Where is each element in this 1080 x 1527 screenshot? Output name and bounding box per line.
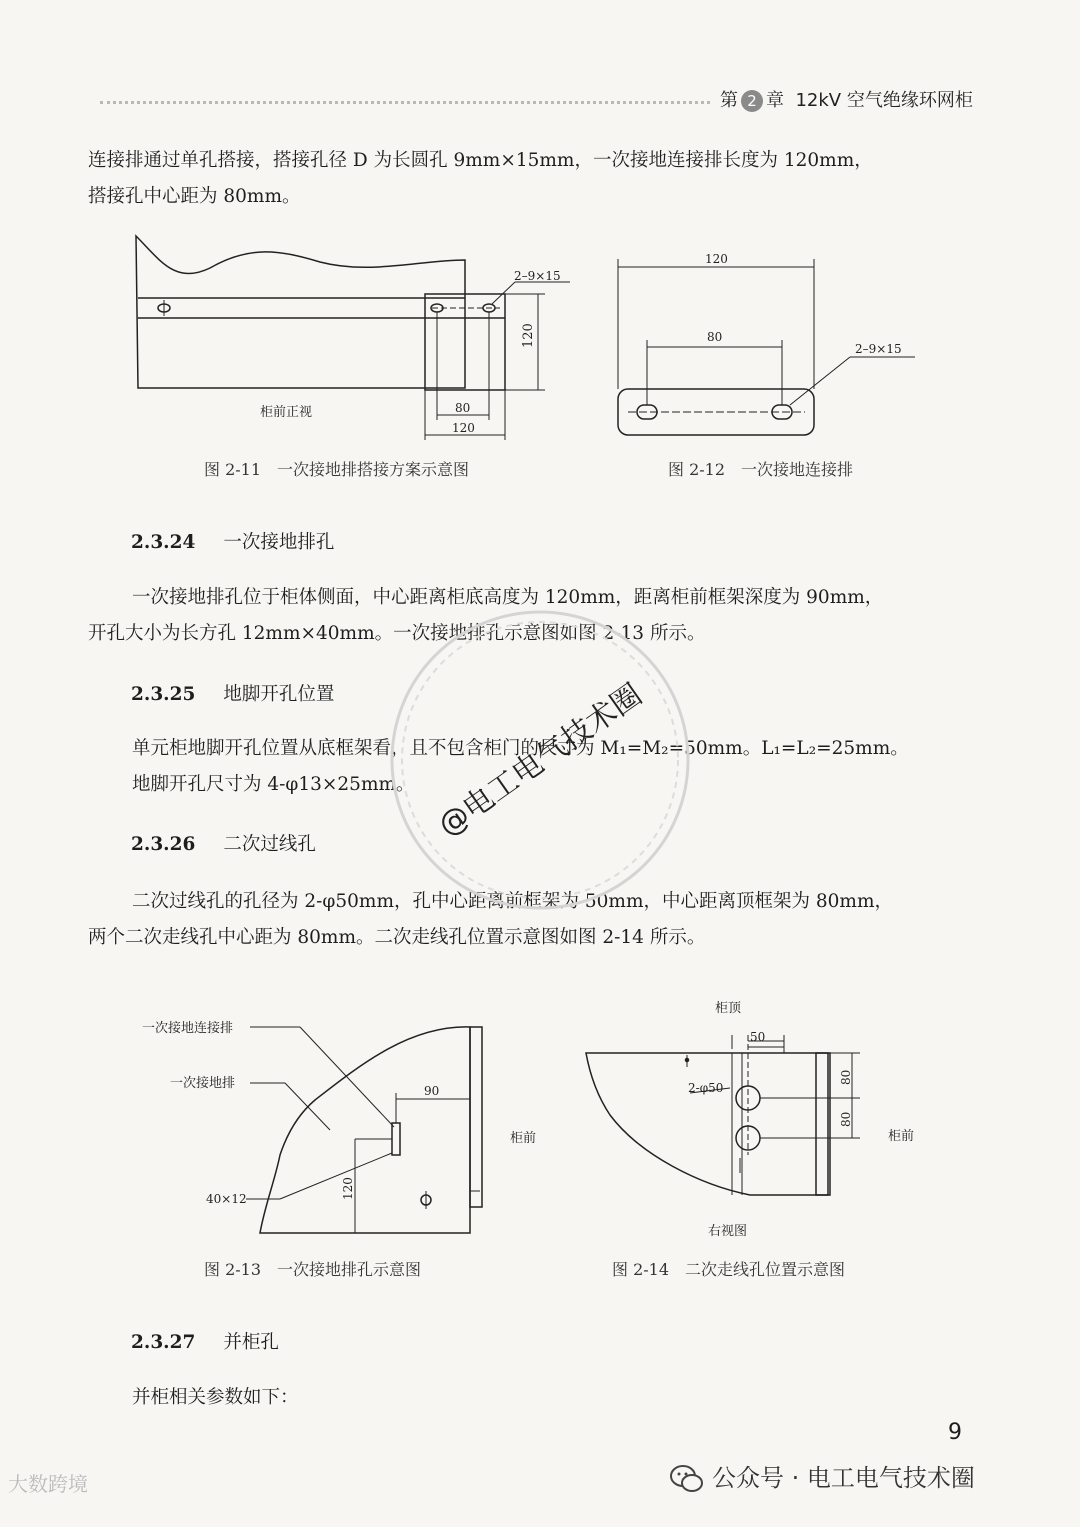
chapter-number: 2 [741,90,763,112]
view-label: 右视图 [708,1224,748,1239]
label-slot-size: 40×12 [206,1192,247,1206]
paragraph-line: 两个二次走线孔中心距为 80mm。二次走线孔位置示意图如图 2-14 所示。 [88,927,706,948]
paragraph-line: 二次过线孔的孔径为 2-φ50mm，孔中心距离前框架为 50mm，中心距离顶框架为 80mm， [132,891,893,912]
label-grounding-bar: 一次接地排 [170,1076,236,1091]
figure-caption: 图 2-14 二次走线孔位置示意图 [612,1260,846,1279]
paragraph-line: 一次接地排孔位于柜体侧面，中心距离柜底高度为 120mm，距离柜前框架深度为 90mm， [132,587,884,608]
figure-2-11 [120,230,590,445]
figure-2-13 [130,1005,570,1245]
dim-label-90: 90 [424,1084,440,1098]
chapter-suffix: 章 [766,90,784,111]
wechat-account: 公众号 · 电工电气技术圈 [712,1464,975,1492]
dim-label-80-bottom: 80 [839,1111,853,1127]
section-heading [131,680,334,706]
hole-callout-label: 2–9×15 [514,269,561,283]
wechat-footer [670,1458,975,1494]
dim-label-vertical: 120 [521,323,536,348]
section-number: 2.3.27 [131,1332,196,1353]
section-title: 地脚开孔位置 [223,684,335,705]
section-number: 2.3.26 [131,834,196,855]
figure-2-14 [580,995,940,1245]
dim-label-80: 80 [707,330,723,344]
front-label: 柜前 [510,1131,537,1146]
cabinet-panel-outline [136,236,465,388]
dim-label-80-top: 80 [839,1069,853,1085]
top-label: 柜顶 [715,1001,742,1016]
paragraph-line: 开孔大小为长方孔 12mm×40mm。一次接地排孔示意图如图 2-13 所示。 [88,623,706,644]
corner-watermark [8,1468,88,1497]
dim-label-120: 120 [705,252,728,266]
section-title: 一次接地排孔 [223,532,335,553]
figure-caption: 图 2-13 一次接地排孔示意图 [204,1260,422,1279]
running-header [720,86,973,112]
wechat-icon [670,1464,704,1494]
front-frame [470,1027,482,1207]
chapter-prefix: 第 [720,90,738,111]
page-number: 9 [948,1420,962,1445]
view-label: 柜前正视 [260,405,313,420]
hole-callout-label: 2–9×15 [855,342,902,356]
hole-label: 2-φ50 [688,1081,724,1095]
dim-label-50: 50 [750,1030,766,1044]
paragraph-connection [88,143,988,215]
grounding-slot [392,1123,400,1155]
section-heading [131,830,316,856]
dim-label-80: 80 [455,401,471,415]
section-heading [131,528,334,554]
paragraph-line: 搭接孔中心距为 80mm。 [88,186,301,207]
paragraph [88,1380,988,1416]
paragraph-line: 地脚开孔尺寸为 4-φ13×25mm。 [132,774,415,795]
watermark-text: @电工电气技术圈 [431,677,649,844]
section-number: 2.3.24 [131,532,196,553]
figure-caption: 图 2-11 一次接地排搭接方案示意图 [204,460,470,479]
watermark-stamp [385,605,695,915]
section-heading [131,1328,279,1354]
paragraph-line: 连接排通过单孔搭接，搭接孔径 D 为长圆孔 9mm×15mm，一次接地连接排长度为 120mm， [88,150,873,171]
section-number: 2.3.25 [131,684,196,705]
cabinet-side-outline [586,1053,830,1195]
paragraph-line: 单元柜地脚开孔位置从底框架看，且不包含柜门的尺寸为 M₁=M₂=50mm。L₁=L₂=25mm。 [132,738,909,759]
paragraph-line: 并柜相关参数如下： [132,1387,299,1408]
front-label: 柜前 [888,1129,915,1144]
figure-2-12 [600,245,940,445]
section-title: 并柜孔 [223,1332,279,1353]
label-grounding-link: 一次接地连接排 [142,1021,234,1036]
dim-label-120: 120 [452,421,475,435]
dim-label-120: 120 [341,1177,355,1200]
front-frame [816,1053,828,1195]
corner-watermark-text: 大数跨境 [8,1472,88,1496]
figure-caption: 图 2-12 一次接地连接排 [668,460,854,479]
cabinet-side-outline [260,1027,470,1233]
header-rule [100,101,710,104]
chapter-title: 12kV 空气绝缘环网柜 [795,90,973,111]
section-title: 二次过线孔 [223,834,316,855]
